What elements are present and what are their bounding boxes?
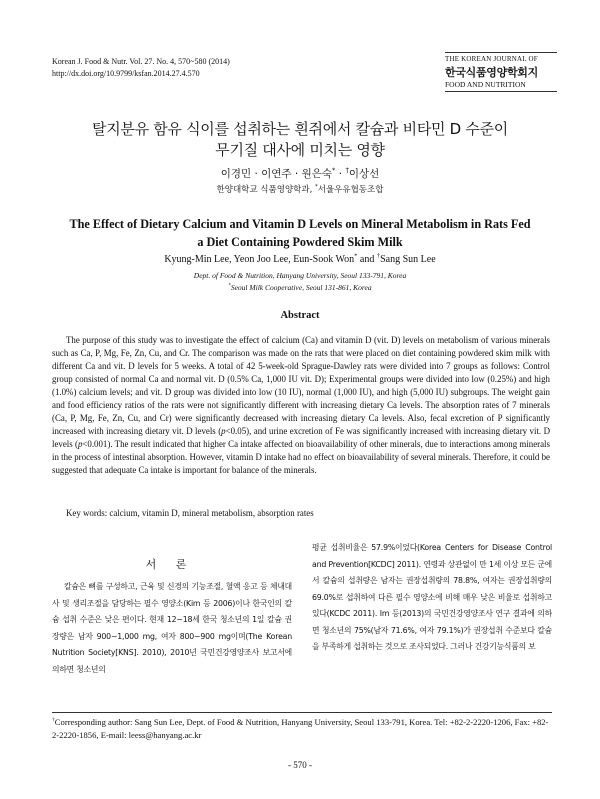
english-authors	[40, 254, 560, 265]
english-affiliation	[40, 270, 560, 294]
body-column-left: 칼슘은 뼈를 구성하고, 근육 및 신경의 기능조절, 혈액 응고 등 체내대사 및 생리조절을 담당하는 필수 영양소(Kim 등 2006)이나 한국인의 칼슘 섭취 수준은 낮은 편이다. 현재 12~18세 한국 청소년의 1일 칼슘 권장량은 남자 900~1,000 mg, 여자 800~900 mg이며(The Korean Nutrition Society[KNS]. 2010), 2010년 국민건강영양조사 보고서에 의하면 청소년의	[52, 582, 292, 674]
body-column-right: 평균 섭취비율은 57.9%이었다(Korea Centers for Disease Control and Prevention[KCDC] 2011). 연령과 상관없이 만 1세 이상 모든 군에서 칼슘의 섭취량은 남자는 권장섭취량의 78.8%, 여자는 권장섭취량의 69.0%로 섭취하여 다른 필수 영양소에 비해 매우 낮은 비율로 섭취하고 있다(KCDC 2011). Im 등(2013)의 국민건강영양조사 연구 결과에 의하면 청소년의 75%(남자 71.6%, 여자 79.1%)가 권장섭취 수준보다 칼슘을 부족하게 섭취하는 것으로 조사되었다. 그러나 건강기능식품의 보	[312, 543, 552, 651]
korean-affiliation	[40, 183, 560, 195]
authors-en-corr: Sang Sun Lee	[380, 254, 436, 265]
authors-en-mark: *	[354, 252, 358, 260]
abstract-text-2: <0.05), and urine excretion of Fe was significantly increased with increasing dietary vit. D levels (	[52, 426, 550, 449]
authors-ko-list: 이경민 · 이연주 · 원은숙	[220, 168, 333, 180]
korean-title-line2: 무기질 대사에 미치는 영향	[215, 141, 385, 159]
keywords: Key words: calcium, vitamin D, mineral metabolism, absorption rates	[66, 508, 314, 518]
affil-ko-1: 한양대학교 식품영양학과,	[216, 185, 313, 195]
logo-en-bottom: FOOD AND NUTRITION	[445, 80, 557, 92]
affil-en-1: Dept. of Food & Nutrition, Hanyang University, Seoul 133-791, Korea	[193, 271, 407, 280]
footnote-mark: †	[52, 717, 55, 724]
page-number: - 570 -	[288, 760, 312, 770]
abstract-text-3: <0.001). The result indicated that higher Ca intake affected on bioavailability of other minerals, due to interactions among minerals in the process of intestinal absorption. However, vitamin D intake had no effect on bioavailability of several minerals. Therefore, it could be suggested that adequate Ca intake is important for balance of the minerals.	[52, 439, 550, 475]
authors-ko-sep: ·	[335, 168, 346, 180]
footnote-text: Corresponding author: Sang Sun Lee, Dept. of Food & Nutrition, Hanyang University, Seoul 133-791, Korea. Tel: +82-2-2220-1206, Fax: +82-2-2220-1856, E-mail: leess@hanyang.ac.kr	[52, 717, 549, 740]
logo-ko: 한국식품영양학회지	[445, 66, 538, 79]
abstract-p-symbol-2: p	[77, 439, 83, 449]
english-title-line1: The Effect of Dietary Calcium and Vitamin D Levels on Mineral Metabolism in Rats Fed	[69, 217, 531, 231]
journal-logo	[445, 52, 557, 92]
authors-en-list: Kyung-Min Lee, Yeon Joo Lee, Eun-Sook Won	[164, 254, 355, 265]
corresponding-author-footnote	[52, 716, 552, 742]
affil-ko-mark: *	[314, 184, 318, 191]
authors-ko-corr: 이상선	[348, 168, 380, 180]
abstract-text-1: The purpose of this study was to investigate the effect of calcium (Ca) and vitamin D (vit. D) levels on metabolism of various minerals such as Ca, P, Mg, Fe, Zn, Cu, and Cr. The comparison was made on the rats that were placed on diet containing powdered skim milk with different Ca and vit. D levels for 5 weeks. A total of 42 5-week-old Sprague-Dawley rats were divided into 7 groups as follows: Control group consisted of normal Ca and normal vit. D (0.5% Ca, 1,000 IU vit. D); Experimental groups were divided into low (0.25%) and high (1.0%) calcium levels; and vit. D group was divided into low (10 IU), normal (1,000 IU), and high (5,000 IU) subgroups. The weight gain and food efficiency ratios of the rats were not significantly different with increasing dietary Ca levels. The absorption rates of 7 minerals (Ca, P, Mg, Fe, Zn, Cu, and Cr) were significantly decreased with increasing dietary Ca levels. Also, fecal excretion of P significantly increased with increasing dietary vit. D levels (	[52, 335, 550, 436]
authors-ko-corr-mark: †	[345, 166, 349, 175]
korean-authors	[40, 166, 560, 181]
authors-en-and: and	[357, 254, 377, 265]
authors-en-corr-mark: †	[376, 252, 381, 260]
doi-link[interactable]: http://dx.doi.org/10.9799/ksfan.2014.27.4.570	[52, 69, 200, 78]
english-title-line2: a Diet Containing Powdered Skim Milk	[197, 235, 403, 249]
footnote-divider	[52, 712, 552, 713]
abstract-body	[52, 334, 550, 477]
authors-ko-mark: *	[332, 166, 336, 175]
abstract-p-symbol-1: p	[221, 426, 226, 436]
journal-citation	[52, 56, 230, 80]
affil-en-2: Seoul Milk Cooperative, Seoul 131-861, Korea	[230, 283, 372, 292]
english-title	[50, 215, 550, 251]
journal-line: Korean J. Food & Nutr. Vol. 27. No. 4, 570~580 (2014)	[52, 57, 230, 66]
affil-ko-2: 서울우유협동조합	[317, 185, 384, 195]
affil-en-mark: *	[228, 283, 231, 289]
korean-title	[40, 119, 560, 161]
logo-en-top: THE KOREAN JOURNAL OF	[445, 52, 557, 63]
section-heading-introduction: 서 론	[145, 558, 195, 571]
abstract-heading: Abstract	[280, 310, 320, 321]
korean-title-line1: 탈지분유 함유 식이를 섭취하는 흰쥐에서 칼슘과 비타민 D 수준이	[92, 120, 508, 138]
